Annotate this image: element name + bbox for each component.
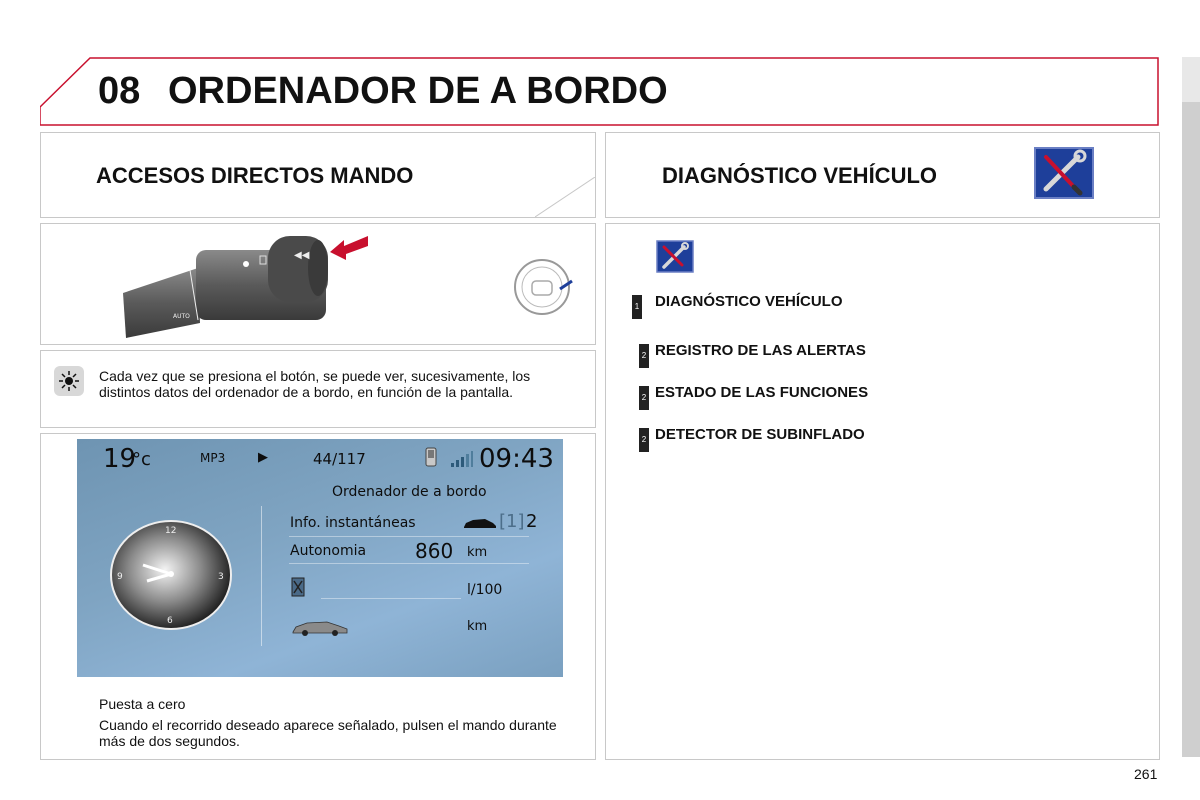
phone-icon: [425, 447, 437, 467]
screen-info-page-1: [1]: [499, 511, 525, 532]
svg-text:◀◀: ◀◀: [294, 250, 310, 261]
screen-track-counter: 44/117: [313, 450, 366, 468]
steering-wheel-icon: [510, 255, 576, 319]
clock-numeral-3: 3: [218, 572, 224, 582]
diag-item-function-status[interactable]: ESTADO DE LAS FUNCIONES: [655, 384, 869, 401]
screen-audio-source: MP3: [200, 451, 226, 465]
analog-clock: [109, 519, 233, 631]
screen-temperature-unit: °c: [132, 449, 151, 470]
diag-level-badge: 2: [639, 386, 649, 410]
screen-play-icon: ▶: [258, 450, 268, 465]
diag-level-badge: 2: [639, 344, 649, 368]
screen-info-label: Info. instantáneas: [290, 515, 416, 531]
diag-item-alert-log[interactable]: REGISTRO DE LAS ALERTAS: [655, 342, 866, 359]
reset-text: Cuando el recorrido deseado aparece señalado, pulsen el mando durante más de dos segundos.: [99, 717, 557, 749]
car-small-icon: [463, 517, 497, 529]
screen-menu-title: Ordenador de a bordo: [332, 484, 487, 500]
chapter-number: 08: [98, 70, 141, 112]
light-button-icon: [54, 366, 84, 396]
chapter-title: ORDENADOR DE A BORDO: [168, 70, 668, 112]
screen-distance-unit: km: [467, 619, 488, 634]
screen-autonomy-value: 860: [415, 539, 454, 563]
diagnostic-menu-icon: [656, 240, 694, 273]
right-section-title: DIAGNÓSTICO VEHÍCULO: [662, 163, 938, 188]
screen-autonomy-unit: km: [467, 545, 488, 560]
screen-separator-line: [261, 506, 262, 646]
page-side-tab: [1182, 57, 1200, 757]
screen-info-page-2: 2: [526, 511, 538, 532]
screen-row-line: [289, 563, 529, 564]
diagnostic-tools-icon: [1034, 147, 1094, 199]
car-silhouette-icon: [291, 618, 349, 636]
diag-item-vehicle[interactable]: DIAGNÓSTICO VEHÍCULO: [655, 293, 843, 310]
screen-row-line: [321, 598, 461, 599]
clock-numeral-12: 12: [165, 526, 177, 536]
description-text: Cada vez que se presiona el botón, se puede ver, sucesivamente, los distintos datos del ordenador de a bordo, en función de la pantalla.: [99, 368, 531, 400]
clock-numeral-6: 6: [167, 616, 173, 626]
red-arrow-icon: [330, 234, 370, 262]
page-number: 261: [1134, 766, 1158, 782]
diag-level-badge: 1: [632, 295, 642, 319]
diag-level-badge: 2: [639, 428, 649, 452]
fuel-pump-icon: [290, 575, 308, 597]
panel-corner-fold: [535, 177, 595, 217]
multifunction-screen: [77, 439, 563, 677]
screen-consumption-unit: l/100: [467, 582, 503, 598]
diag-item-underinflation-detector[interactable]: DETECTOR DE SUBINFLADO: [655, 426, 865, 443]
reset-title: Puesta a cero: [99, 696, 186, 712]
screen-autonomy-label: Autonomia: [290, 543, 367, 559]
stalk-auto-label: AUTO: [173, 313, 190, 320]
screen-clock-time: 09:43: [479, 444, 554, 474]
signal-strength-icon: [451, 449, 473, 467]
screen-row-line: [289, 536, 529, 537]
clock-numeral-9: 9: [117, 572, 123, 582]
screen-temperature: 19: [103, 444, 137, 474]
left-section-title: ACCESOS DIRECTOS MANDO: [96, 163, 414, 188]
